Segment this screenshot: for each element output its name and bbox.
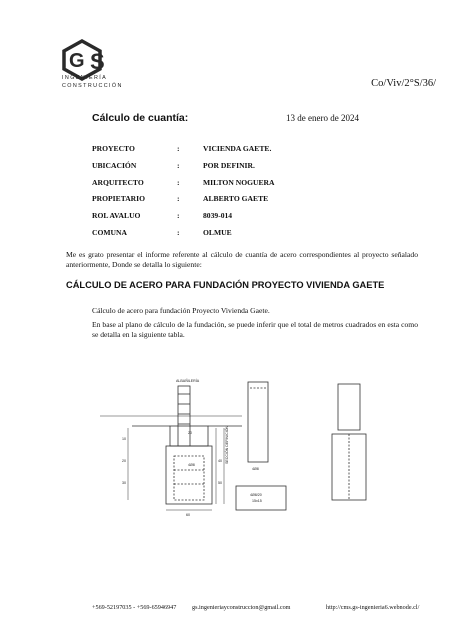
info-colon: : bbox=[177, 144, 180, 153]
drawing-label-stirrup: 4Ø8/20 bbox=[250, 493, 262, 497]
info-colon: : bbox=[177, 160, 180, 170]
drawing-label-dim6: 60 bbox=[186, 513, 190, 517]
info-value: POR DEFINIR. bbox=[203, 160, 255, 170]
calc-date: 13 de enero de 2024 bbox=[286, 113, 359, 123]
drawing-label-dim7: 20 bbox=[188, 431, 192, 435]
svg-text:G: G bbox=[69, 50, 85, 72]
footer-website[interactable]: http://cms.gs-ingenieria6.webnode.cl/ bbox=[326, 604, 420, 611]
drawing-label-bar1: 4Ø8 bbox=[252, 467, 259, 471]
info-colon: : bbox=[177, 227, 180, 237]
drawing-label-bar2: 4Ø8 bbox=[188, 463, 195, 467]
info-label: ARQUITECTO bbox=[92, 177, 144, 187]
company-line1: INGENIERÍA bbox=[62, 75, 108, 81]
info-value: OLMUE bbox=[203, 227, 232, 237]
drawing-label-size: 15x15 bbox=[252, 499, 262, 503]
intro-paragraph: Me es grato presentar el informe referente al cálculo de cuantía de acero correspondientes al proyecto señalado anteriormente, Donde se detalla lo siguiente: bbox=[66, 250, 418, 269]
body-paragraph-2: En base al plano de cálculo de la fundación, se puede inferir que el total de metros cuadrados en esta como se detalla en la siguiente tabla. bbox=[92, 320, 418, 339]
info-label: COMUNA bbox=[92, 227, 128, 237]
drawing-label-dim3: 30 bbox=[122, 481, 126, 485]
info-colon: : bbox=[177, 211, 180, 221]
info-label: PROYECTO bbox=[92, 144, 135, 153]
drawing-label-dim5: 50 bbox=[218, 481, 222, 485]
drawing-label-dim4: 40 bbox=[218, 459, 222, 463]
info-value: ALBERTO GAETE bbox=[203, 194, 269, 204]
footer-email[interactable]: gs.ingenieriayconstruccion@gmail.com bbox=[192, 604, 291, 611]
document-heading bbox=[92, 112, 432, 130]
info-value: MILTON NOGUERA bbox=[203, 177, 275, 187]
foundation-drawing bbox=[92, 370, 392, 518]
section-title: CÁLCULO DE ACERO PARA FUNDACIÓN PROYECTO VIVIENDA GAETE bbox=[66, 280, 385, 290]
drawing-label-dim2: 20 bbox=[122, 459, 126, 463]
info-colon: : bbox=[177, 177, 180, 187]
calc-title: Cálculo de cuantía: bbox=[92, 112, 189, 124]
footer-phones: +569-52197035 - +569-65946947 bbox=[92, 604, 177, 611]
drawing-label-seccion: SECCIÓN DEFINICIÓN bbox=[225, 425, 229, 464]
info-value: VICIENDA GAETE. bbox=[203, 144, 272, 153]
drawing-label-albanileria: ALBAÑILERÍA bbox=[176, 379, 200, 383]
drawing-label-dim1: 10 bbox=[122, 437, 126, 441]
company-line2: CONSTRUCCIÓN bbox=[62, 83, 123, 89]
info-colon: : bbox=[177, 194, 180, 204]
body-paragraph-1: Cálculo de acero para fundación Proyecto Vivienda Gaete. bbox=[92, 306, 270, 315]
company-tagline bbox=[62, 74, 132, 90]
info-label: UBICACIÓN bbox=[92, 160, 137, 170]
page-footer bbox=[92, 604, 442, 616]
document-reference: Co/Viv/2°S/36/ bbox=[371, 78, 436, 89]
info-label: ROL AVALUO bbox=[92, 211, 141, 221]
info-label: PROPIETARIO bbox=[92, 194, 146, 204]
info-value: 8039-014 bbox=[203, 211, 233, 221]
svg-text:S: S bbox=[90, 49, 105, 74]
